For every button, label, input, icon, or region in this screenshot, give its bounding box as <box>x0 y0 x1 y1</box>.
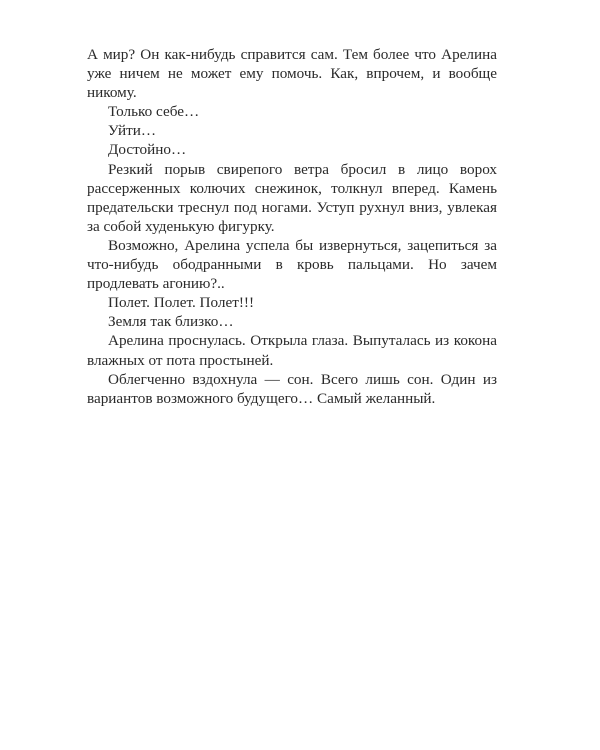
paragraph-3: Уйти… <box>108 122 157 140</box>
paragraph-8: Земля так близко… <box>108 313 234 331</box>
paragraph-2: Только себе… <box>108 103 200 121</box>
paragraph-7: Полет. Полет. Полет!!! <box>108 294 255 312</box>
paragraph-1: А мир? Он как-нибудь справится сам. Тем более что Арелина уже ничем не может ему помочь. Как, впрочем, и вообще никому. <box>87 46 497 102</box>
paragraph-10: Облегченно вздохнула — сон. Всего лишь сон. Один из вариантов возможного будущего… Самый желанный. <box>87 370 497 407</box>
paragraph-6: Возможно, Арелина успела бы извернуться, зацепиться за что-нибудь ободранными в кровь пальцами. Но зачем продлевать агонию?.. <box>87 236 497 293</box>
paragraph-4: Достойно… <box>108 141 187 159</box>
paragraph-9: Арелина проснулась. Открыла глаза. Выпуталась из кокона влажных от пота простыней. <box>87 332 497 369</box>
paragraph-5: Резкий порыв свирепого ветра бросил в лицо ворох рассерженных колючих снежинок, толкнул вперед. Камень предательски треснул под ногами. Уступ рухнул вниз, увлекая за собой худенькую фигурку. <box>87 160 497 235</box>
page-text <box>87 45 497 408</box>
